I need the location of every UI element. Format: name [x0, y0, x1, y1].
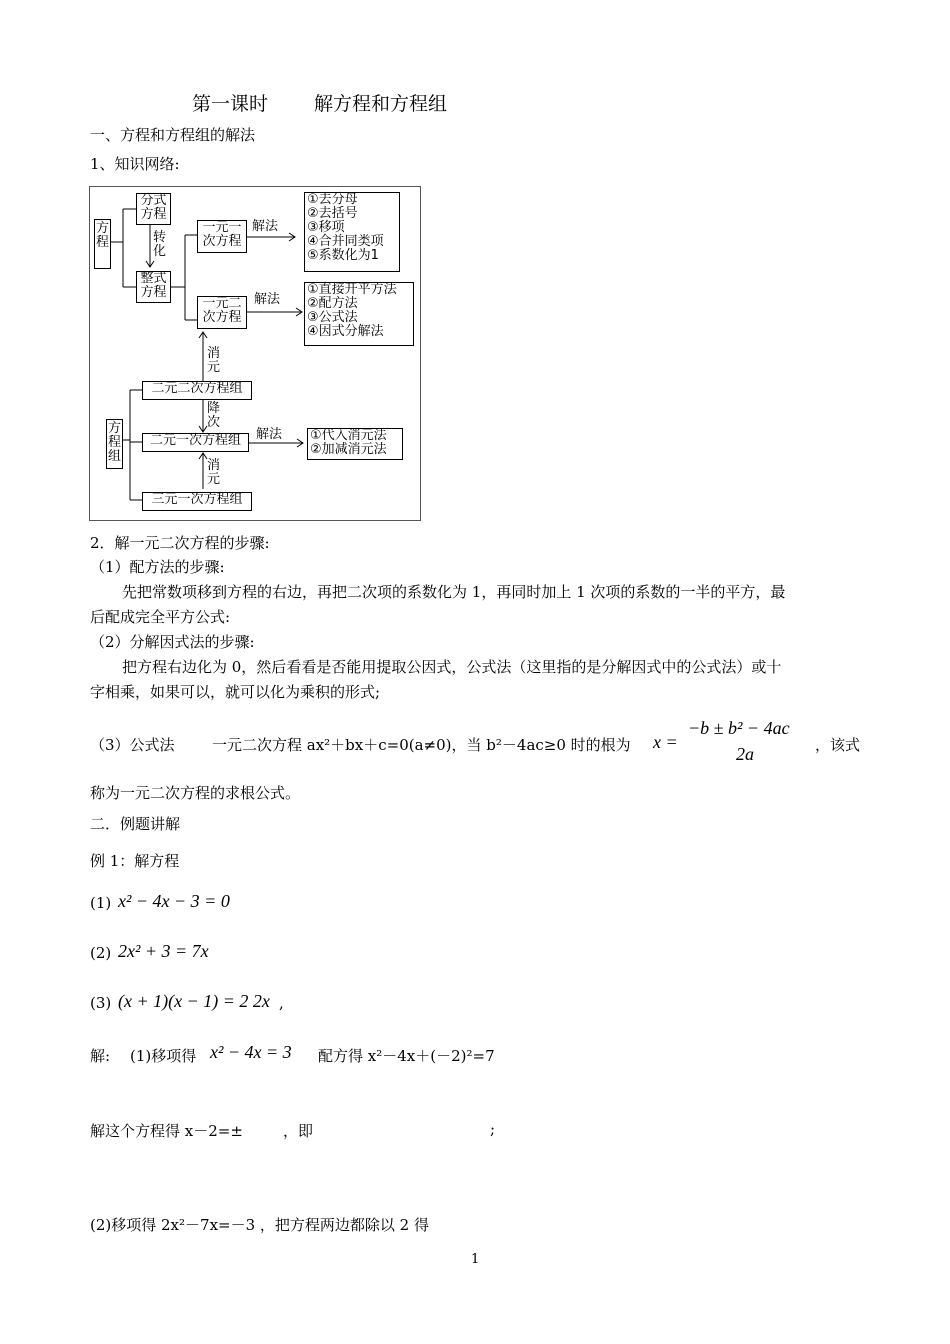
eq2: 2x² + 3 = 7x — [118, 941, 209, 961]
p1-text-line1: 先把常数项移到方程的右边，再把二次项的系数化为 1，再同时加上 1 次项的系数的一半的平方，最 — [122, 583, 786, 601]
page-number: 1 — [471, 1252, 480, 1267]
lesson-label: 第一课时 — [192, 93, 269, 115]
step-1-3: ③移项 — [307, 220, 345, 235]
knowledge-network-diagram — [89, 186, 421, 521]
label-zhuanhua: 转化 — [152, 230, 166, 259]
solution1-tail: 配方得 x²－4x＋(－2)²=7 — [318, 1047, 495, 1065]
step-2-1: ①直接开平方法 — [307, 282, 397, 297]
node-eryuanyici: 二元一次方程组 — [142, 433, 249, 452]
node-fangchengzu: 方程组 — [106, 419, 123, 469]
eq3-tail: , — [279, 994, 284, 1012]
section1-subheading: 1、知识网络: — [90, 155, 180, 173]
node-eryuanerci: 二元二次方程组 — [142, 381, 252, 400]
solution2-line: (2)移项得 2x²－7x=－3 ，把方程两边都除以 2 得 — [90, 1216, 429, 1234]
solution1-label: (1)移项得 — [130, 1047, 197, 1065]
label-jiefa-2: 解法 — [254, 292, 281, 307]
node-fenshi: 分式方程 — [136, 193, 171, 225]
node-zhengshi: 整式方程 — [136, 271, 171, 303]
solution1-line2c: ; — [490, 1120, 496, 1138]
formula-x: x = — [653, 732, 678, 752]
solution1-line2: 解这个方程得 x－2=± — [90, 1122, 243, 1140]
steps-list-3 — [307, 428, 403, 460]
steps-list-1 — [304, 192, 400, 272]
steps-list-2 — [304, 282, 414, 346]
eq1: x² − 4x − 3 = 0 — [118, 891, 230, 911]
formula-numerator: −b ± b² − 4ac — [688, 718, 790, 738]
label-jiefa-1: 解法 — [252, 219, 279, 234]
p2-text-line1: 把方程右边化为 0，然后看看是否能用提取公因式，公式法（这里指的是分解因式中的公式法）或十 — [122, 658, 782, 676]
step-1-4: ④合并同类项 — [307, 234, 384, 249]
section1-heading: 一、方程和方程组的解法 — [90, 126, 256, 144]
p1-label: （1）配方法的步骤: — [90, 558, 225, 576]
step-2-3: ③公式法 — [307, 310, 358, 325]
eq3-label: (3) — [90, 994, 112, 1012]
node-yiyuanyici: 一元一次方程 — [197, 220, 247, 253]
section3-heading: 二．例题讲解 — [90, 815, 181, 833]
label-xiaoyuan-2: 消元 — [206, 458, 220, 487]
solution-label: 解: — [90, 1047, 111, 1065]
p1-text-line2: 后配成完全平方公式: — [90, 608, 231, 626]
section2-heading: 2．解一元二次方程的步骤: — [90, 534, 270, 552]
eq3: (x + 1)(x − 1) = 2 2x — [118, 991, 270, 1011]
node-sanyuanyici: 三元一次方程组 — [142, 492, 252, 511]
solution1-line2b: ，即 — [283, 1122, 314, 1140]
step-1-5: ⑤系数化为1 — [307, 248, 379, 263]
p3-label: （3）公式法 — [90, 736, 175, 754]
step-2-4: ④因式分解法 — [307, 324, 384, 339]
step-1-2: ②去括号 — [307, 206, 358, 221]
solution1-equation: x² − 4x = 3 — [210, 1042, 292, 1062]
node-yiyuanerci: 一元二次方程 — [197, 296, 247, 329]
label-jiefa-3: 解法 — [256, 427, 283, 442]
eq1-label: (1) — [90, 894, 112, 912]
p3-line2: 称为一元二次方程的求根公式。 — [90, 784, 301, 802]
step-3-1: ①代入消元法 — [310, 428, 387, 443]
formula-denominator: 2a — [736, 744, 754, 764]
step-1-1: ①去分母 — [307, 192, 358, 207]
step-3-2: ②加减消元法 — [310, 442, 387, 457]
p3-tail: ，该式 — [815, 736, 861, 754]
step-2-2: ②配方法 — [307, 296, 358, 311]
page-title: 解方程和方程组 — [314, 93, 448, 115]
p3-text: 一元二次方程 ax²＋bx＋c=0(a≠0)，当 b²－4ac≥0 时的根为 — [212, 736, 631, 754]
p2-text-line2: 字相乘，如果可以，就可以化为乘积的形式; — [90, 683, 381, 701]
example-label: 例 1：解方程 — [90, 852, 180, 870]
p2-label: （2）分解因式法的步骤: — [90, 633, 255, 651]
eq2-label: (2) — [90, 944, 112, 962]
label-jiangci: 降次 — [206, 401, 220, 430]
label-xiaoyuan-1: 消元 — [206, 346, 220, 375]
node-fangcheng: 方程 — [94, 219, 111, 269]
